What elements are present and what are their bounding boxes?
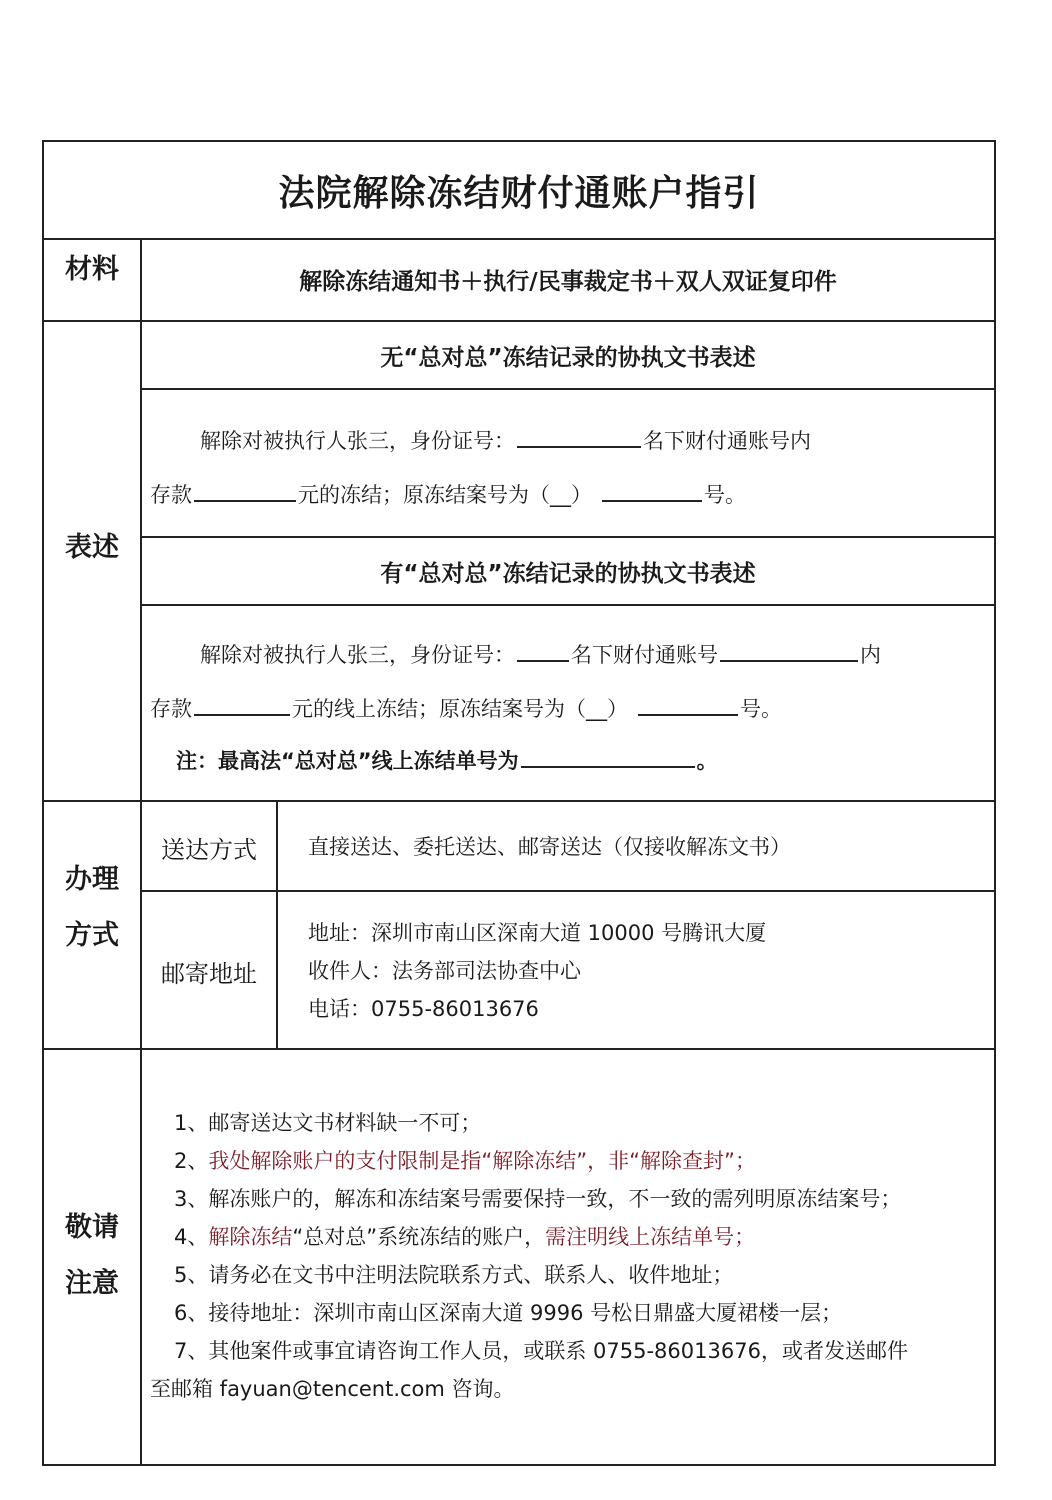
- delivery-text: 直接送达、委托送达、邮寄送达（仅接收解冻文书）: [308, 835, 791, 859]
- notice-item-1: 1、邮寄送达文书材料缺一不可；: [174, 1111, 482, 1135]
- no-zdz-line2: [150, 482, 746, 507]
- zdz-account-blank: [720, 642, 858, 662]
- no-zdz-heading: 无“总对总”冻结记录的协执文书表述: [380, 344, 756, 371]
- divider-zdz-heading: [142, 604, 994, 606]
- no-zdz-line2-a: 存款: [150, 483, 192, 507]
- divider-statement: [44, 800, 994, 802]
- notice-item-5: 5、请务必在文书中注明法院联系方式、联系人、收件地址；: [174, 1263, 734, 1287]
- zdz-line2-b: 元的线上冻结；原冻结案号为（__）: [292, 697, 628, 721]
- notice-4-part3: 需注明线上冻结单号；: [545, 1225, 756, 1249]
- label-notice-line1: 敬请: [65, 1212, 119, 1243]
- zdz-line1-b: 名下财付通账号: [571, 643, 718, 667]
- id-number-blank: [517, 428, 641, 448]
- no-zdz-line1: [200, 428, 811, 453]
- notice-list: [150, 1104, 908, 1408]
- method-sub-divider: [276, 802, 278, 1048]
- no-zdz-line1-a: 解除对被执行人张三，身份证号：: [200, 429, 515, 453]
- notice-4-part2: “总对总”系统冻结的账户，: [292, 1225, 546, 1249]
- notice-item-2: [150, 1142, 908, 1180]
- materials-text: 解除冻结通知书＋执行/民事裁定书＋双人双证复印件: [299, 268, 837, 295]
- zdz-id-blank: [517, 642, 569, 662]
- zdz-note-b: 。: [696, 749, 718, 773]
- notice-4-part1: 解除冻结: [208, 1225, 293, 1249]
- zdz-line2: [150, 696, 782, 721]
- label-method-line2: 方式: [65, 920, 119, 951]
- zdz-line1-a: 解除对被执行人张三，身份证号：: [200, 643, 515, 667]
- zdz-line1-c: 内: [860, 643, 881, 667]
- label-notice: [44, 1200, 140, 1312]
- zdz-line1: [200, 642, 881, 667]
- zdz-line2-c: 号。: [740, 697, 782, 721]
- recipient: 收件人：法务部司法协查中心: [308, 959, 581, 983]
- guide-table: [42, 140, 996, 1466]
- label-method-line1: 办理: [65, 864, 119, 895]
- no-zdz-line2-b: 元的冻结；原冻结案号为（__）: [298, 483, 592, 507]
- no-zdz-line2-c: 号。: [704, 483, 746, 507]
- divider-delivery: [142, 890, 994, 892]
- address-block: [308, 914, 766, 1028]
- zdz-amount-blank: [194, 696, 290, 716]
- page-title: 法院解除冻结财付通账户指引: [278, 172, 760, 214]
- notice-4-index: 4、: [174, 1225, 209, 1249]
- notice-2-index: 2、: [174, 1149, 209, 1173]
- label-method: [44, 852, 140, 964]
- label-materials: 材料: [65, 254, 119, 285]
- zdz-heading: 有“总对总”冻结记录的协执文书表述: [380, 560, 756, 587]
- notice-item-3: 3、解冻账户的，解冻和冻结案号需要保持一致，不一致的需列明原冻结案号；: [174, 1187, 902, 1211]
- notice-item-7: 7、其他案件或事宜请咨询工作人员，或联系 0755-86013676，或者发送邮件: [174, 1339, 908, 1363]
- divider-no-zdz-heading: [142, 388, 994, 390]
- online-freeze-number-blank: [521, 748, 695, 768]
- delivery-label: 送达方式: [161, 836, 257, 864]
- case-number-blank: [602, 482, 702, 502]
- divider-method: [44, 1048, 994, 1050]
- label-notice-line2: 注意: [65, 1268, 119, 1299]
- phone: 电话：0755-86013676: [308, 997, 539, 1021]
- no-zdz-line1-b: 名下财付通账号内: [643, 429, 811, 453]
- notice-2-text: 我处解除账户的支付限制是指“解除冻结”，非“解除查封”；: [208, 1149, 756, 1173]
- notice-item-7-cont: 至邮箱 fayuan@tencent.com 咨询。: [150, 1377, 515, 1401]
- notice-item-6: 6、接待地址：深圳市南山区深南大道 9996 号松日鼎盛大厦裙楼一层；: [174, 1301, 843, 1325]
- title-row: [44, 142, 994, 240]
- zdz-note: [176, 748, 718, 773]
- address-label: 邮寄地址: [161, 960, 257, 988]
- notice-item-4: [150, 1218, 908, 1256]
- zdz-case-number-blank: [638, 696, 738, 716]
- zdz-note-a: 注：最高法“总对总”线上冻结单号为: [176, 749, 519, 773]
- amount-blank: [194, 482, 296, 502]
- zdz-line2-a: 存款: [150, 697, 192, 721]
- label-statement: 表述: [65, 532, 119, 563]
- mailing-address: 地址：深圳市南山区深南大道 10000 号腾讯大厦: [308, 921, 767, 945]
